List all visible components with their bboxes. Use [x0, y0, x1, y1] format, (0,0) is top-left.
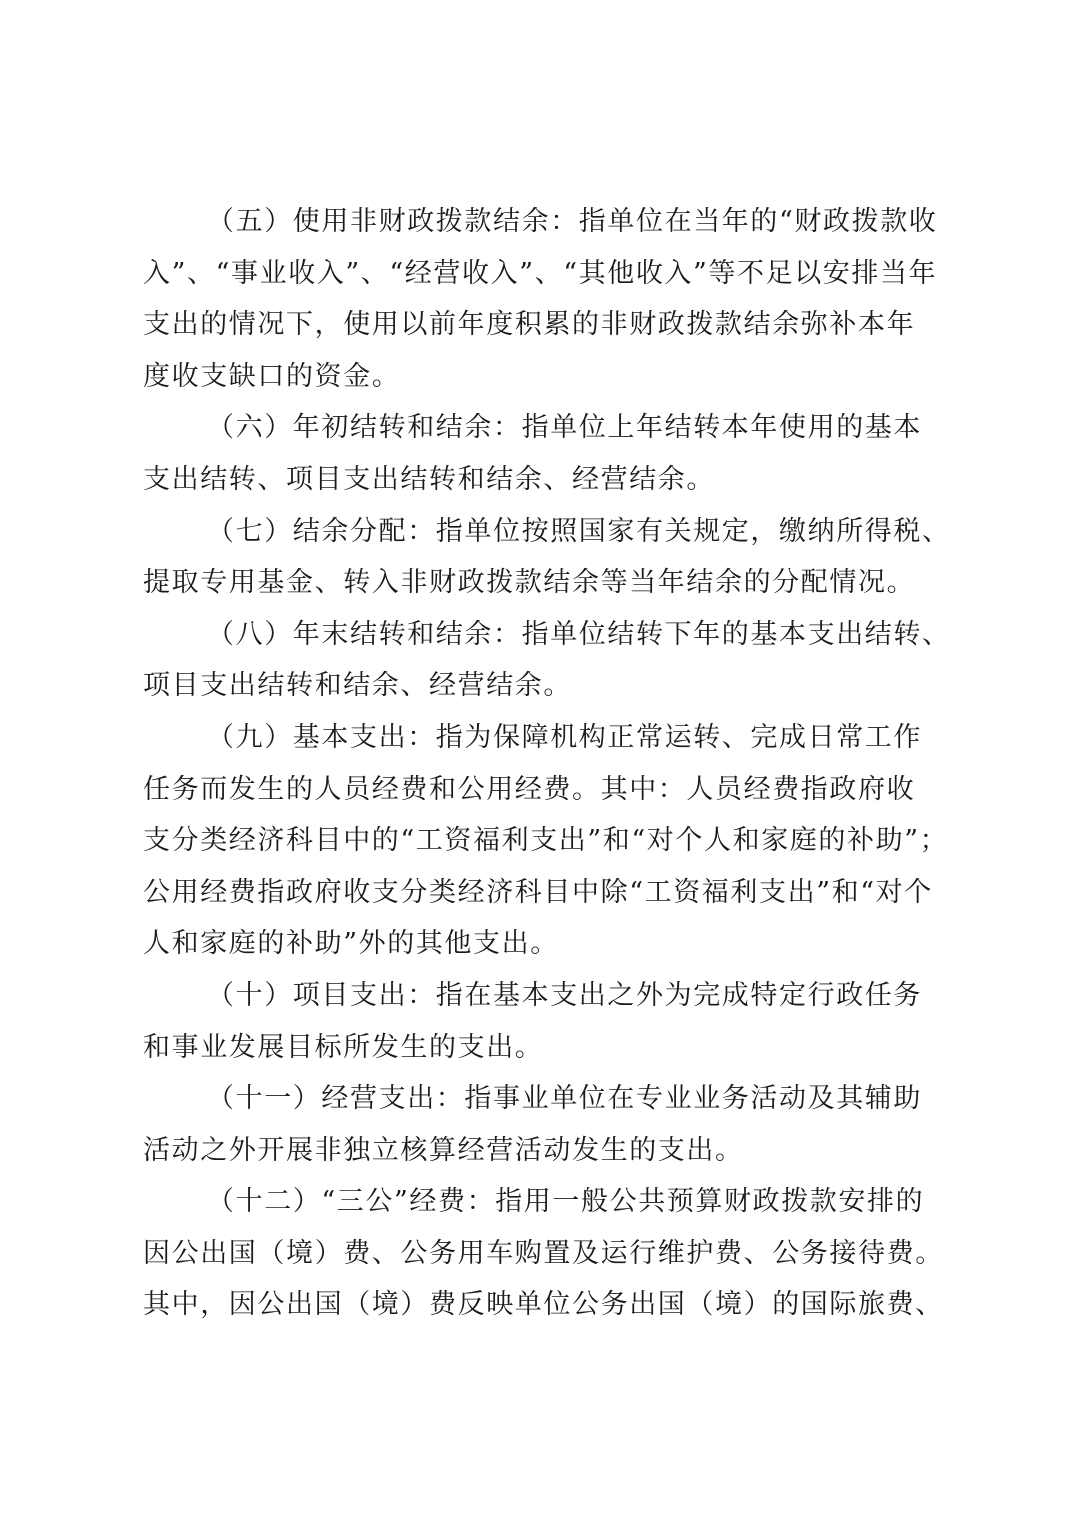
- text-line: 和事业发展目标所发生的支出。: [143, 1031, 544, 1063]
- text-line: 人和家庭的补助”外的其他支出。: [143, 928, 559, 960]
- text-line: 度收支缺口的资金。: [143, 360, 401, 392]
- text-line: （八）年末结转和结余：指单位结转下年的基本支出结转、: [207, 618, 951, 650]
- text-line: 活动之外开展非独立核算经营活动发生的支出。: [143, 1134, 744, 1166]
- text-line: （九）基本支出：指为保障机构正常运转、完成日常工作: [207, 721, 922, 753]
- text-line: 支出结转、项目支出结转和结余、经营结余。: [143, 463, 715, 495]
- text-line: 任务而发生的人员经费和公用经费。其中：人员经费指政府收: [143, 773, 916, 805]
- text-line: 项目支出结转和结余、经营结余。: [143, 670, 572, 702]
- text-line: 支出的情况下，使用以前年度积累的非财政拨款结余弥补本年: [143, 309, 916, 341]
- text-line: （十二）“三公”经费：指用一般公共预算财政拨款安排的: [207, 1186, 925, 1218]
- body-text: [143, 196, 973, 1331]
- text-line: 其中，因公出国（境）费反映单位公务出国（境）的国际旅费、: [143, 1289, 944, 1321]
- text-line: （十一）经营支出：指事业单位在专业业务活动及其辅助: [207, 1083, 922, 1115]
- text-line: 提取专用基金、转入非财政拨款结余等当年结余的分配情况。: [143, 567, 916, 599]
- text-line: （六）年初结转和结余：指单位上年结转本年使用的基本: [207, 412, 922, 444]
- text-line: （五）使用非财政拨款结余：指单位在当年的“财政拨款收: [207, 206, 938, 237]
- text-line: （十）项目支出：指在基本支出之外为完成特定行政任务: [207, 979, 922, 1011]
- text-line: 因公出国（境）费、公务用车购置及运行维护费、公务接待费。: [143, 1237, 944, 1269]
- text-line: 支分类经济科目中的“工资福利支出”和“对个人和家庭的补助”；: [143, 825, 949, 857]
- text-line: （七）结余分配：指单位按照国家有关规定，缴纳所得税、: [207, 515, 951, 547]
- text-line: 公用经费指政府收支分类经济科目中除“工资福利支出”和“对个: [143, 876, 933, 908]
- text-line: 入”、“事业收入”、“经营收入”、“其他收入”等不足以安排当年: [143, 257, 938, 289]
